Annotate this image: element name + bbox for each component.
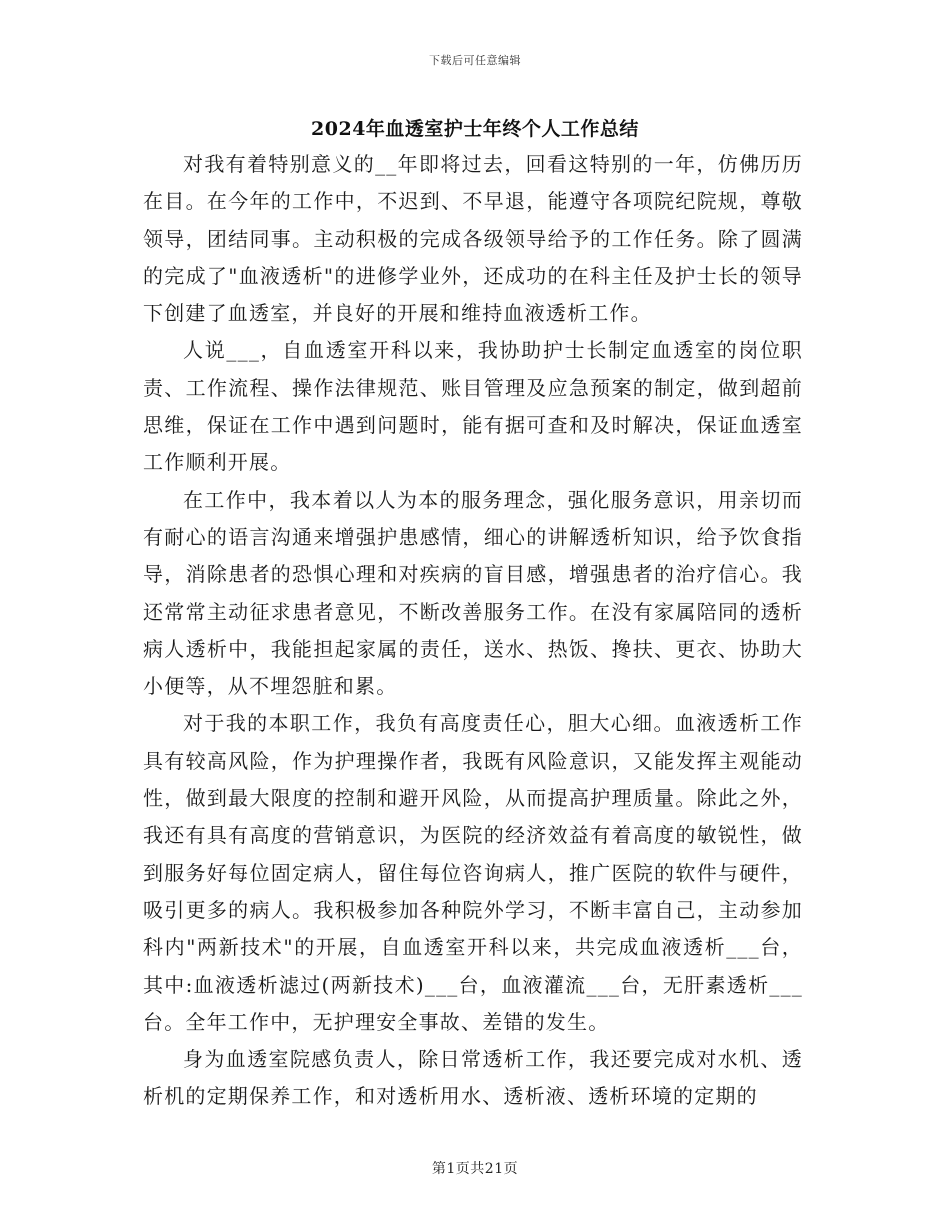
paragraph-5: 身为血透室院感负责人，除日常透析工作，我还要完成对水机、透析机的定期保养工作，和对透析用水、透析液、透析环境的定期的: [143, 1047, 803, 1109]
paragraph-4: 对于我的本职工作，我负有高度责任心，胆大心细。血液透析工作具有较高风险，作为护理操作者，我既有风险意识，又能发挥主观能动性，做到最大限度的控制和避开风险，从而提高护理质量。除此之外，我还有具有高度的营销意识，为医院的经济效益有着高度的敏锐性，做到服务好每位固定病人，留住每位咨询病人，推广医院的软件与硬件，吸引更多的病人。我积极参加各种院外学习，不断丰富自己，主动参加科内"两新技术"的开展，自血透室开科以来，共完成血液透析___台，其中:血液透析滤过(两新技术)___台，血液灌流___台，无肝素透析___台。全年工作中，无护理安全事故、差错的发生。: [143, 711, 803, 1034]
document-title: 2024年血透室护士年终个人工作总结: [311, 118, 639, 140]
document-body: [143, 146, 803, 1116]
paragraph-2: 人说___，自血透室开科以来，我协助护士长制定血透室的岗位职责、工作流程、操作法律规范、账目管理及应急预案的制定，做到超前思维，保证在工作中遇到问题时，能有据可查和及时解决，保证血透室工作顺利开展。: [143, 338, 803, 475]
page-number-footer: 第1页共21页: [431, 1161, 519, 1177]
paragraph-3: 在工作中，我本着以人为本的服务理念，强化服务意识，用亲切而有耐心的语言沟通来增强护患感情，细心的讲解透析知识，给予饮食指导，消除患者的恐惧心理和对疾病的盲目感，增强患者的治疗信心。我还常常主动征求患者意见，不断改善服务工作。在没有家属陪同的透析病人透析中，我能担起家属的责任，送水、热饭、搀扶、更衣、协助大小便等，从不埋怨脏和累。: [143, 487, 803, 699]
paragraph-1: 对我有着特别意义的__年即将过去，回看这特别的一年，仿佛历历在目。在今年的工作中，不迟到、不早退，能遵守各项院纪院规，尊敬领导，团结同事。主动积极的完成各级领导给予的工作任务。除了圆满的完成了"血液透析"的进修学业外，还成功的在科主任及护士长的领导下创建了血透室，并良好的开展和维持血液透析工作。: [143, 152, 803, 326]
page-header-note: 下载后可任意编辑: [429, 54, 521, 67]
